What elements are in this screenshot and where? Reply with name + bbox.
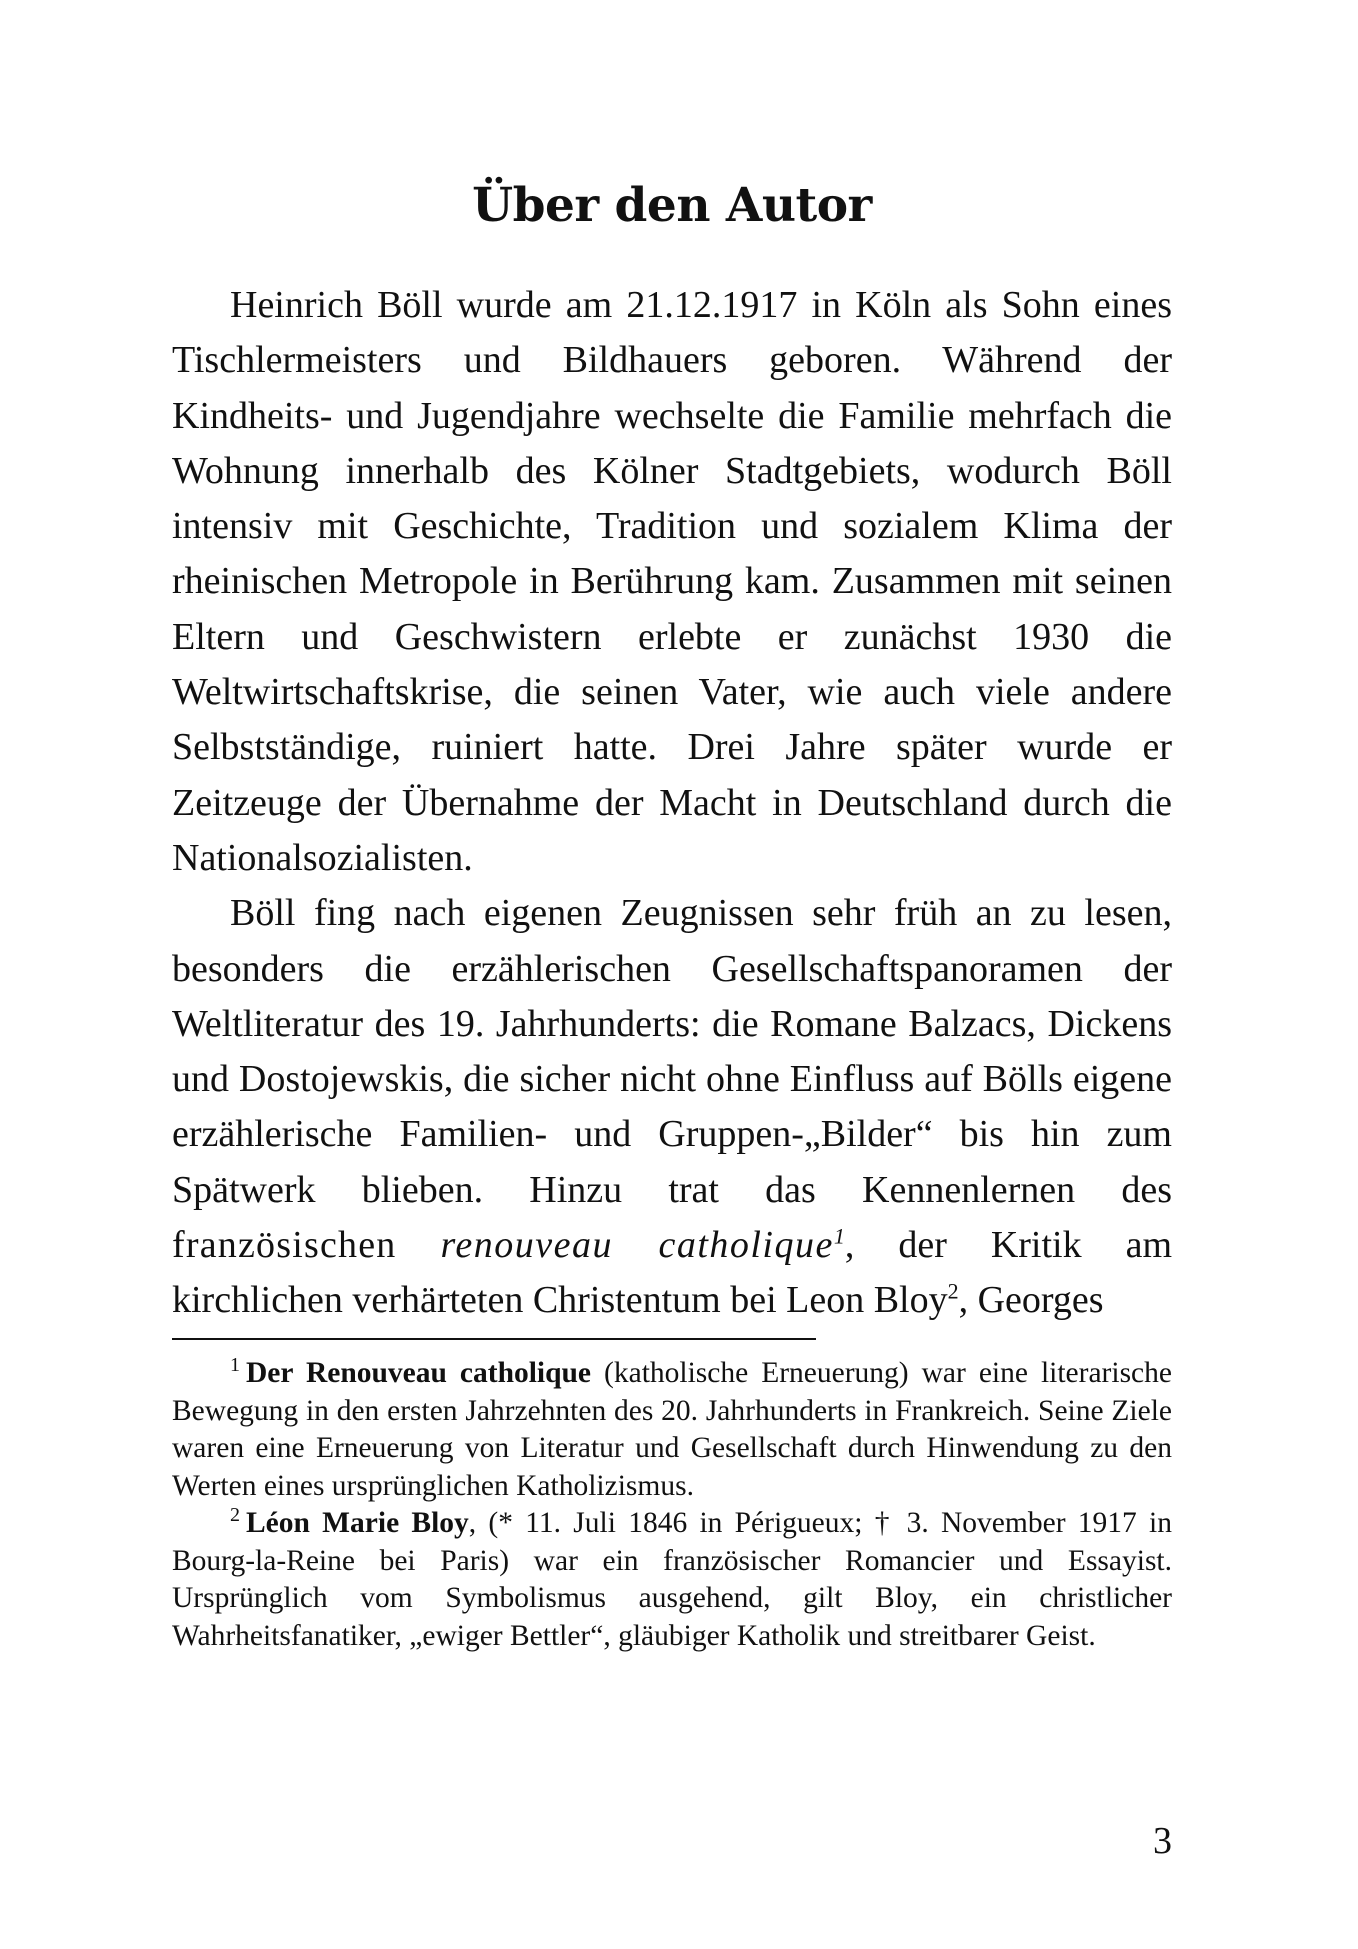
paragraph-2-part-1: Böll fing nach eigenen Zeugnissen sehr früh an zu lesen, besonders die erzählerischen Gesellschaftspanoramen der Weltliteratur des 19. Jahrhunderts: die Romane Balzacs, Dickens und Dostojewskis, die sicher nicht ohne Einfluss auf Bölls eigene erzählerische Familien- und Gruppen-„Bilder“ bis hin zum Spätwerk blieben. Hinzu trat das Kennenlernen des (172, 892, 1172, 1211)
footnote-1-term: Der Renouveau catholique (246, 1357, 592, 1389)
page-title: Über den Autor (472, 178, 872, 233)
footnote-ref-2[interactable]: 2 (947, 1278, 959, 1304)
footnote-divider (172, 1338, 816, 1340)
footnote-2-text: , (* 11. Juli 1846 in Périgueux; † 3. November 1917 in Bourg-la-Reine bei Paris) war ein französischer Romancier und Essayist. Ursprünglich vom Symbolismus ausgehend, gilt Bloy, ein christlicher Wahrheitsfanatiker, „ewiger Bettler“, gläubiger Katholik und streitbarer Geist. (172, 1507, 1172, 1652)
footnote-2-term: Léon Marie Bloy (246, 1507, 469, 1539)
book-page (172, 0, 1172, 1949)
paragraph-2-part-3: , Georges (958, 1279, 1104, 1322)
footnote-2 (172, 1505, 1172, 1655)
paragraph-2 (172, 886, 1172, 1328)
footnote-1 (172, 1355, 1172, 1505)
footnotes (172, 1355, 1172, 1655)
main-text (172, 278, 1172, 1329)
spaced-word: französischen (172, 1224, 397, 1267)
footnote-2-number: 2 (230, 1504, 240, 1527)
footnote-ref-1[interactable]: 1 (833, 1223, 845, 1249)
footnote-1-text: (katholische Erneuerung) war eine literarische Bewegung in den ersten Jahrzehnten des 20. Jahrhunderts in Frankreich. Seine Ziele waren eine Erneuerung von Literatur und Gesellschaft durch Hinwendung zu den Werten eines ursprünglichen Katholizismus. (172, 1357, 1172, 1502)
emphasis-renouveau: renouveau catholique (440, 1224, 834, 1267)
footnote-1-number: 1 (230, 1354, 240, 1377)
page-number: 3 (1153, 1820, 1172, 1862)
paragraph-2-part-2: , der Kritik am kirchlichen verhärteten Christentum bei Leon Bloy (172, 1224, 1172, 1322)
paragraph-1: Heinrich Böll wurde am 21.12.1917 in Köln als Sohn eines Tischlermeisters und Bildhauers geboren. Während der Kindheits- und Jugendjahre wechselte die Familie mehrfach die Wohnung innerhalb des Kölner Stadtgebiets, wodurch Böll intensiv mit Geschichte, Tradition und sozialem Klima der rheinischen Metropole in Berührung kam. Zusammen mit seinen Eltern und Geschwistern erlebte er zunächst 1930 die Weltwirtschaftskrise, die seinen Vater, wie auch viele andere Selbstständige, ruiniert hatte. Drei Jahre später wurde er Zeitzeuge der Übernahme der Macht in Deutschland durch die Nationalsozialisten. (172, 284, 1172, 879)
